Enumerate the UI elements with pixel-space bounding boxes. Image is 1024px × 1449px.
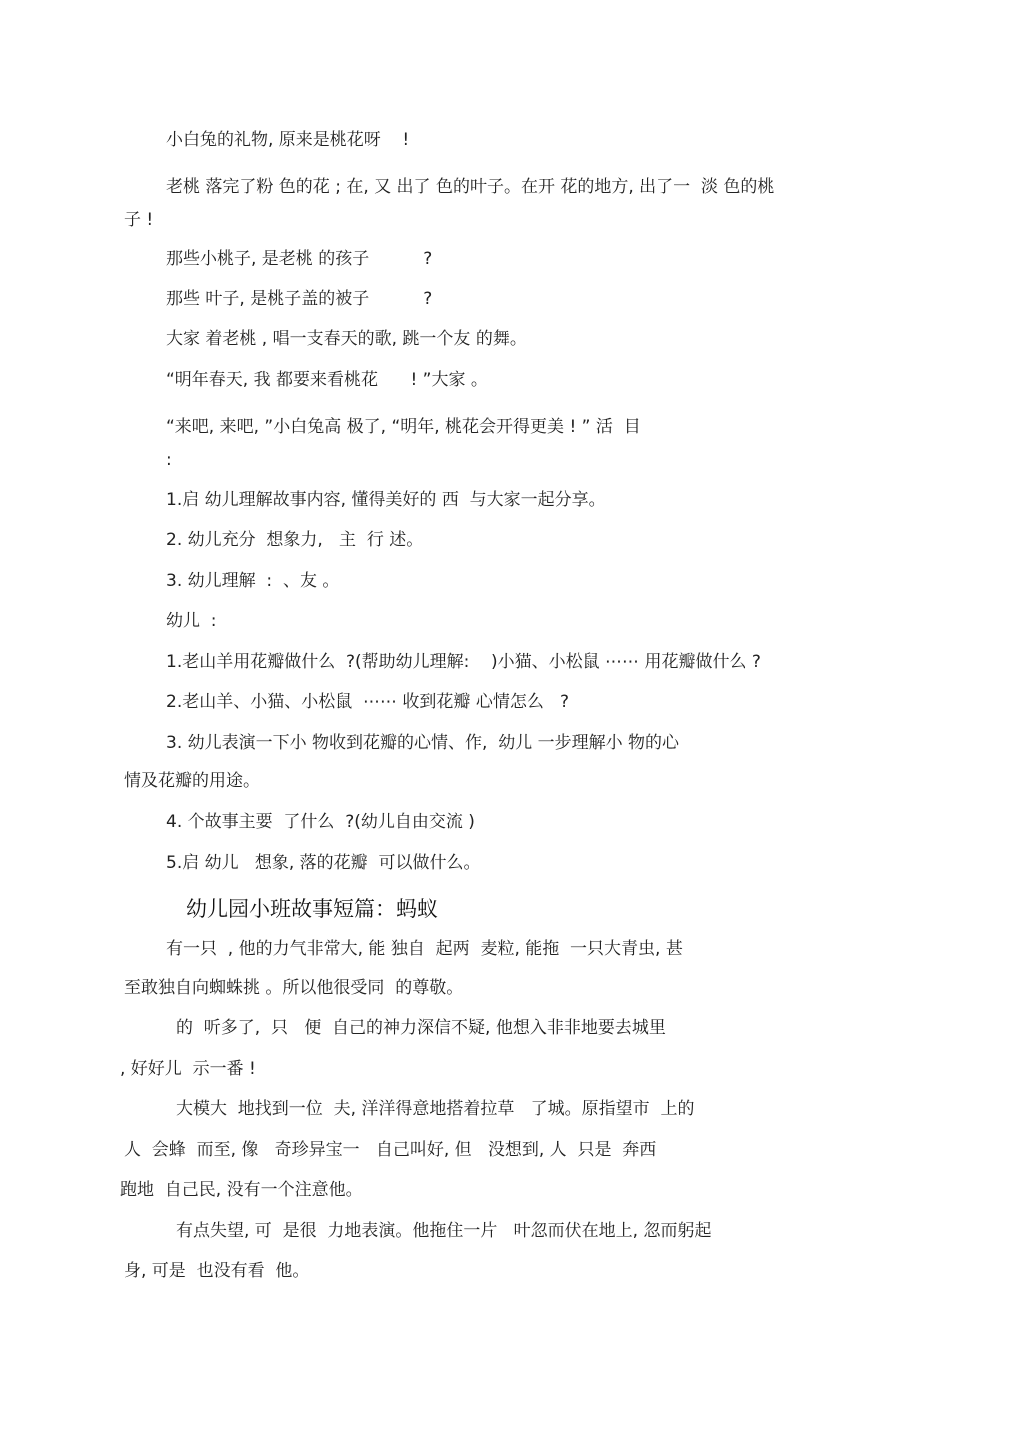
ant-story-line: 有点失望, 可 是很 力地表演。他拖住一片 叶忽而伏在地上, 忽而躬起 [176, 1221, 712, 1241]
discussion-item: 5.启 幼儿 想象, 落的花瓣 可以做什么。 [166, 853, 481, 873]
discussion-item: 1.老山羊用花瓣做什么 ?(帮助幼儿理解: )小猫、小松鼠 ⋯⋯ 用花瓣做什么 ? [166, 652, 761, 672]
discussion-label: 幼儿 : [166, 611, 217, 631]
ant-story-line: 人 会蜂 而至, 像 奇珍异宝一 自己叫好, 但 没想到, 人 只是 奔西 [124, 1140, 657, 1160]
story-line: 那些小桃子, 是老桃 的孩子 ? [166, 249, 433, 269]
story-line: : [166, 450, 172, 470]
ant-story-line: 身, 可是 也没有看 他。 [124, 1261, 310, 1281]
goal-item: 3. 幼儿理解 : 、友 。 [166, 571, 340, 591]
discussion-item: 情及花瓣的用途。 [124, 771, 260, 791]
ant-story-line: 的 听多了, 只 便 自己的神力深信不疑, 他想入非非地要去城里 [176, 1018, 666, 1038]
section-title: 幼儿园小班故事短篇：蚂蚁 [186, 897, 438, 921]
discussion-item: 2.老山羊、小猫、小松鼠 ⋯⋯ 收到花瓣 心情怎么 ? [166, 692, 570, 712]
ant-story-line: , 好好儿 示一番 ! [120, 1059, 256, 1079]
ant-story-line: 有一只 , 他的力气非常大, 能 独自 起两 麦粒, 能拖 一只大青虫, 甚 [166, 939, 683, 959]
story-line: 小白兔的礼物, 原来是桃花呀 ! [166, 130, 410, 150]
story-line: 那些 叶子, 是桃子盖的被子 ? [166, 289, 433, 309]
ant-story-line: 跑地 自己民, 没有一个注意他。 [120, 1180, 363, 1200]
story-line: 老桃 落完了粉 色的花 ; 在, 又 出了 色的叶子。在开 花的地方, 出了一 淡 色的桃 [166, 177, 775, 197]
goal-item: 1.启 幼儿理解故事内容, 懂得美好的 西 与大家一起分享。 [166, 490, 606, 510]
goal-item: 2. 幼儿充分 想象力, 主 行 述。 [166, 530, 424, 550]
story-line: 大家 着老桃 , 唱一支春天的歌, 跳一个友 的舞。 [166, 329, 527, 349]
story-line: “来吧, 来吧, ”小白兔高 极了, “明年, 桃花会开得更美 ! ” 活 目 [166, 417, 641, 437]
discussion-item: 4. 个故事主要 了什么 ?(幼儿自由交流 ) [166, 812, 475, 832]
ant-story-line: 至敢独自向蜘蛛挑 。所以他很受同 的尊敬。 [124, 978, 464, 998]
ant-story-line: 大模大 地找到一位 夫, 洋洋得意地搭着拉草 了城。原指望市 上的 [176, 1099, 695, 1119]
discussion-item: 3. 幼儿表演一下小 物收到花瓣的心情、作, 幼儿 一步理解小 物的心 [166, 733, 680, 753]
story-line: “明年春天, 我 都要来看桃花 ! ”大家 。 [166, 370, 488, 390]
story-line: 子 ! [124, 210, 154, 230]
